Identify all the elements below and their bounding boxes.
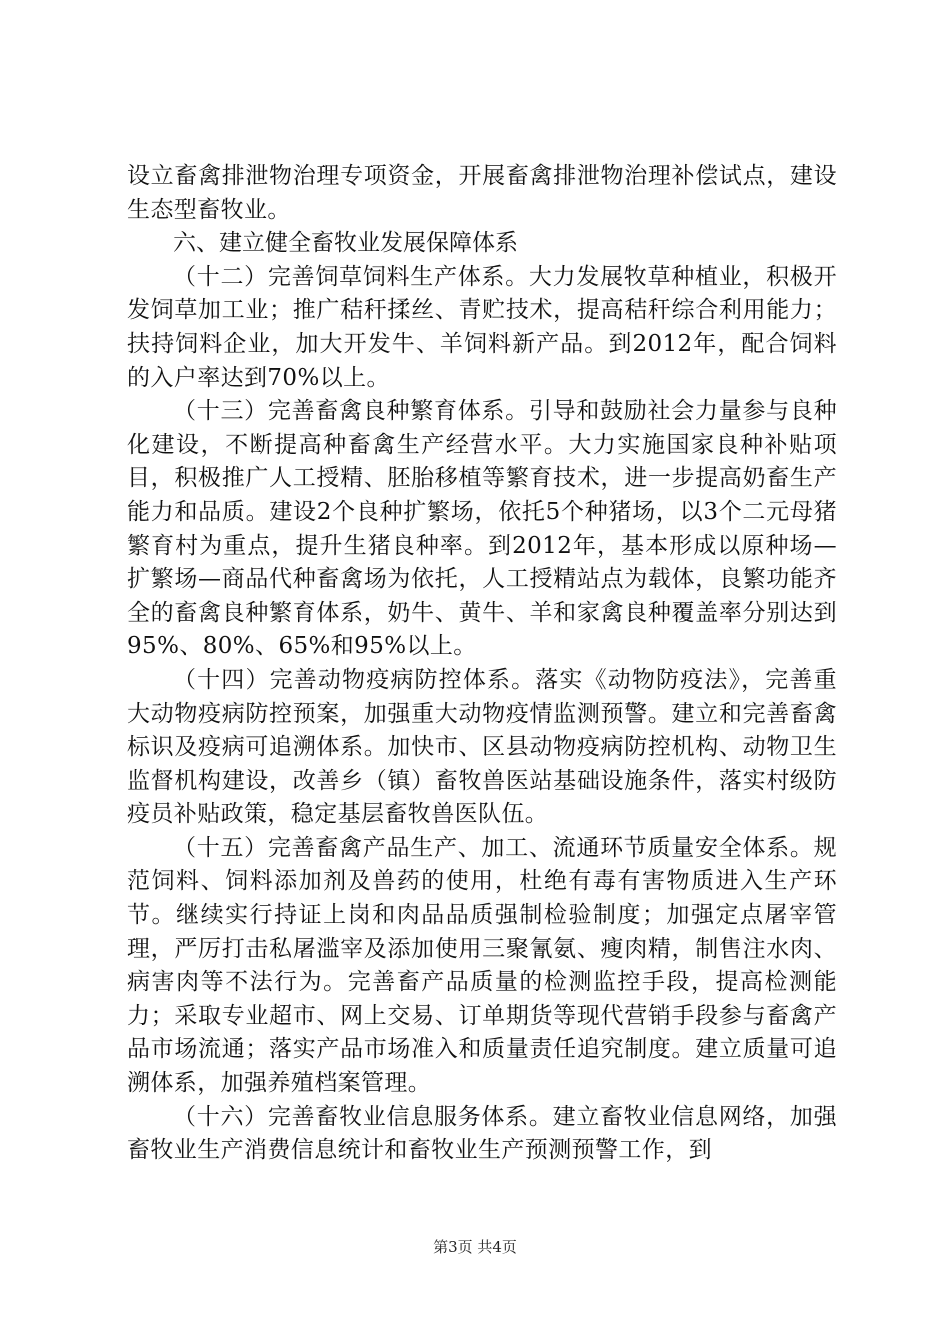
section-heading-6: 六、建立健全畜牧业发展保障体系: [173, 230, 518, 257]
paragraph-continuation: 设立畜禽排泄物治理专项资金，开展畜禽排泄物治理补偿试点，建设生态型畜牧业。: [127, 163, 837, 223]
document-body: [127, 160, 837, 1168]
paragraph-item-14: （十四）完善动物疫病防控体系。落实《动物防疫法》，完善重大动物疫病防控预案，加强重大动物疫情监测预警。建立和完善畜禽标识及疫病可追溯体系。加快市、区县动物疫病防控机构、动物卫生监督机构建设，改善乡（镇）畜牧兽医站基础设施条件，落实村级防疫员补贴政策，稳定基层畜牧兽医队伍。: [127, 666, 837, 828]
paragraph-item-15: （十五）完善畜禽产品生产、加工、流通环节质量安全体系。规范饲料、饲料添加剂及兽药的使用，杜绝有毒有害物质进入生产环节。继续实行持证上岗和肉品品质强制检验制度；加强定点屠宰管理，严厉打击私屠滥宰及添加使用三聚氰氨、瘦肉精，制售注水肉、病害肉等不法行为。完善畜产品质量的检测监控手段，提高检测能力；采取专业超市、网上交易、订单期货等现代营销手段参与畜禽产品市场流通；落实产品市场准入和质量责任追究制度。建立质量可追溯体系，加强养殖档案管理。: [127, 834, 837, 1097]
paragraph-item-16: （十六）完善畜牧业信息服务体系。建立畜牧业信息网络，加强畜牧业生产消费信息统计和畜牧业生产预测预警工作，到: [127, 1103, 837, 1164]
paragraph-item-13: （十三）完善畜禽良种繁育体系。引导和鼓励社会力量参与良种化建设，不断提高种畜禽生产经营水平。大力实施国家良种补贴项目，积极推广人工授精、胚胎移植等繁育技术，进一步提高奶畜生产能力和品质。建设2个良种扩繁场，依托5个种猪场，以3个二元母猪繁育村为重点，提升生猪良种率。到2012年，基本形成以原种场—扩繁场—商品代种畜禽场为依托，人工授精站点为载体，良繁功能齐全的畜禽良种繁育体系，奶牛、黄牛、羊和家禽良种覆盖率分别达到95%、80%、65%和95%以上。: [127, 398, 837, 660]
page-footer: 第3页 共4页: [433, 1238, 517, 1256]
paragraph-item-12: （十二）完善饲草饲料生产体系。大力发展牧草种植业，积极开发饲草加工业；推广秸秆揉丝、青贮技术，提高秸秆综合利用能力；扶持饲料企业，加大开发牛、羊饲料新产品。到2012年，配合饲料的入户率达到70%以上。: [127, 263, 837, 391]
